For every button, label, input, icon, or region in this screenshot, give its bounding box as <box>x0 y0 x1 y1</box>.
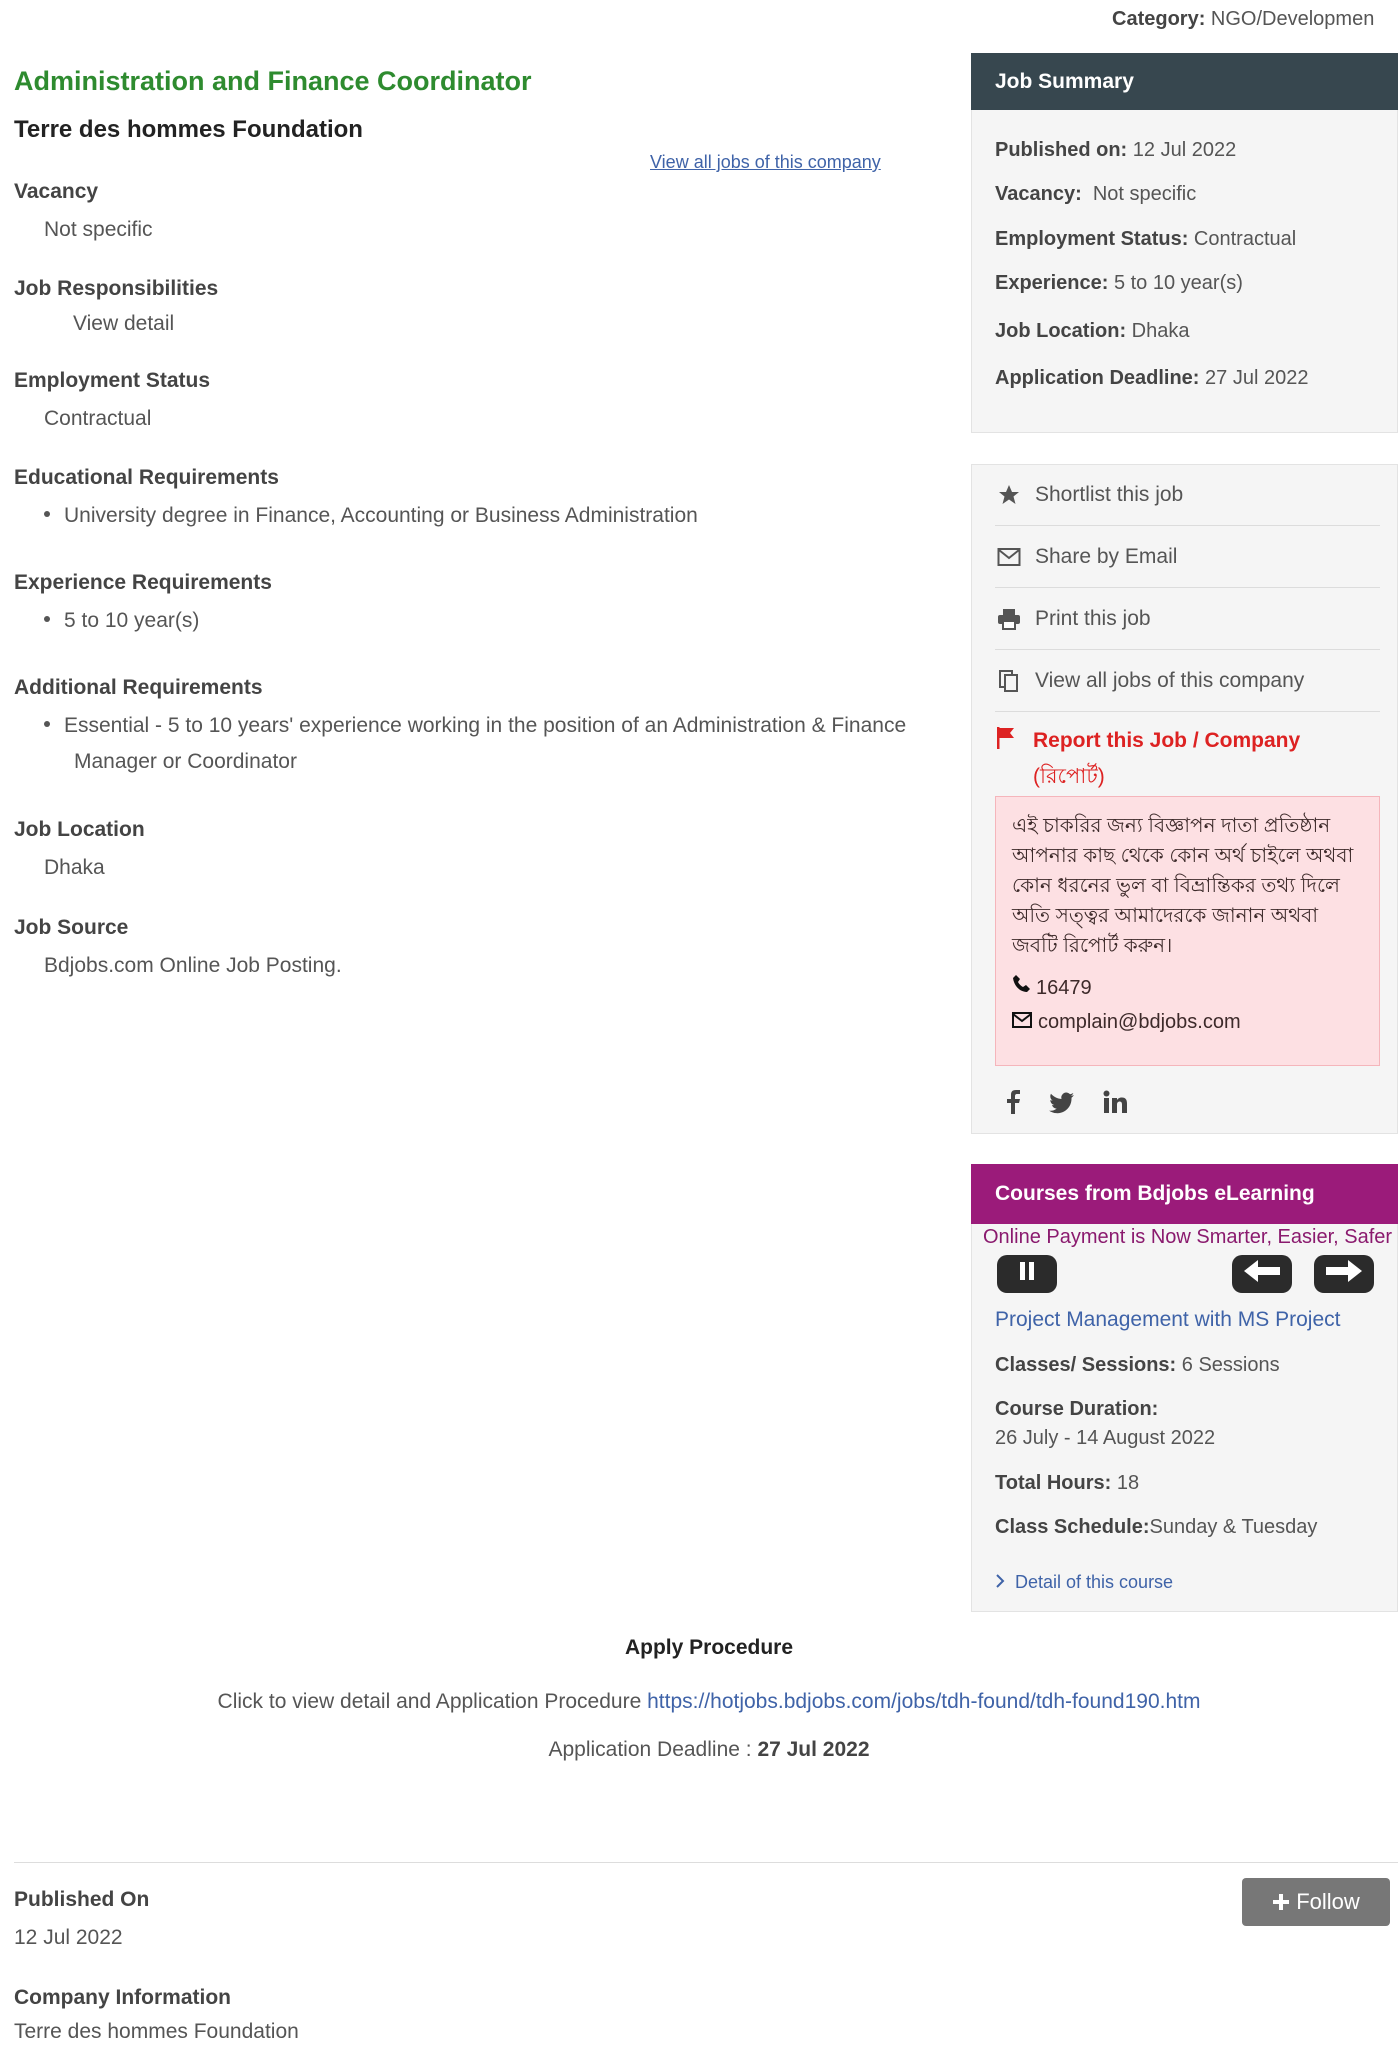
employment-value: Contractual <box>44 407 152 430</box>
divider <box>14 1862 1398 1863</box>
social-share <box>1005 1090 1127 1121</box>
detail-link-label: Detail of this course <box>1015 1572 1174 1592</box>
shortlist-button[interactable] <box>995 465 1380 526</box>
category-value: NGO/Developmen <box>1210 8 1375 30</box>
apply-text <box>0 1690 1398 1714</box>
company-info-heading: Company Information <box>14 1986 232 2009</box>
vacancy-value: Not specific <box>44 218 153 241</box>
follow-button[interactable] <box>1242 1878 1390 1926</box>
view-detail-link[interactable]: View detail <box>73 312 175 335</box>
payment-marquee: Online Payment is Now Smarter, Easier, Safer <box>983 1226 1393 1248</box>
course-hours: Total Hours: 18 <box>995 1472 1140 1494</box>
courses-header: Courses from Bdjobs eLearning <box>971 1164 1398 1224</box>
share-label: Share by Email <box>1035 545 1178 568</box>
location-heading: Job Location <box>14 818 145 841</box>
course-title-link[interactable]: Project Management with MS Project <box>995 1308 1341 1331</box>
responsibilities-heading: Job Responsibilities <box>14 277 219 300</box>
vacancy-heading: Vacancy <box>14 180 99 203</box>
arrow-right-icon <box>1324 1258 1364 1290</box>
additional-list <box>44 708 934 780</box>
report-label-bangla: (রিপোর্ট) <box>1033 765 1105 788</box>
course-sessions: Classes/ Sessions: 6 Sessions <box>995 1354 1280 1376</box>
prev-button[interactable] <box>1232 1255 1292 1293</box>
flag-icon <box>995 726 1023 756</box>
print-label: Print this job <box>1035 607 1151 630</box>
deadline-label: Application Deadline : <box>548 1738 758 1761</box>
warning-text: এই চাকরির জন্য বিজ্ঞাপন দাতা প্রতিষ্ঠান আপনার কাছ থেকে কোন অর্থ চাইলে অথবা কোন ধরনের ভুল বা বিভ্রান্তিকর তথ্য দিলে অতি সত্ত্বর আমাদেরকে জানান অথবা জবটি রিপোর্ট করুন। <box>1012 815 1354 957</box>
facebook-icon[interactable] <box>1005 1090 1021 1121</box>
course-duration: Course Duration: 26 July - 14 August 2022 <box>995 1398 1216 1449</box>
phone-icon <box>1012 973 1032 1003</box>
list-item <box>44 708 934 780</box>
chevron-right-icon <box>995 1572 1005 1593</box>
additional-heading: Additional Requirements <box>14 676 263 699</box>
summary-deadline: Application Deadline: 27 Jul 2022 <box>995 367 1309 389</box>
copy-icon <box>995 667 1023 695</box>
phone-number[interactable]: 16479 <box>1036 977 1092 999</box>
warning-phone <box>1012 973 1363 1003</box>
education-list <box>44 498 934 534</box>
view-all-jobs-button[interactable] <box>995 651 1380 712</box>
twitter-icon[interactable] <box>1049 1090 1075 1121</box>
category <box>1112 8 1398 31</box>
company-info-value: Terre des hommes Foundation <box>14 2020 299 2043</box>
job-summary-header: Job Summary <box>971 53 1398 110</box>
view-all-jobs-link[interactable]: View all jobs of this company <box>650 152 881 172</box>
summary-employment: Employment Status: Contractual <box>995 228 1297 250</box>
job-title: Administration and Finance Coordinator <box>14 66 532 96</box>
warning-email <box>1012 1007 1363 1037</box>
experience-list <box>44 603 934 639</box>
star-icon <box>995 481 1023 509</box>
list-item <box>44 603 934 639</box>
next-button[interactable] <box>1314 1255 1374 1293</box>
company-name: Terre des hommes Foundation <box>14 116 363 143</box>
view-all-label: View all jobs of this company <box>1035 669 1305 692</box>
source-value: Bdjobs.com Online Job Posting. <box>44 954 342 977</box>
share-email-button[interactable] <box>995 527 1380 588</box>
category-label: Category: <box>1112 8 1206 30</box>
deadline-value: 27 Jul 2022 <box>757 1738 870 1761</box>
fraud-warning-box <box>995 796 1380 1066</box>
print-button[interactable] <box>995 589 1380 650</box>
shortlist-label: Shortlist this job <box>1035 483 1184 506</box>
apply-deadline <box>0 1738 1398 1762</box>
experience-heading: Experience Requirements <box>14 571 272 594</box>
pause-icon <box>1018 1261 1036 1287</box>
apply-url-link[interactable]: https://hotjobs.bdjobs.com/jobs/tdh-found/tdh-found190.htm <box>647 1690 1201 1713</box>
summary-experience: Experience: 5 to 10 year(s) <box>995 272 1243 294</box>
list-item <box>44 498 934 534</box>
experience-item: 5 to 10 year(s) <box>64 609 200 632</box>
pause-button[interactable] <box>997 1255 1057 1293</box>
education-item: University degree in Finance, Accounting or Business Administration <box>64 504 698 527</box>
published-heading: Published On <box>14 1888 150 1911</box>
apply-heading: Apply Procedure <box>624 1636 794 1659</box>
summary-vacancy: Vacancy: Not specific <box>995 183 1197 205</box>
location-value: Dhaka <box>44 856 105 879</box>
summary-location: Job Location: Dhaka <box>995 320 1190 342</box>
follow-label: Follow <box>1296 1889 1360 1914</box>
employment-heading: Employment Status <box>14 369 211 392</box>
additional-item: Essential - 5 to 10 years' experience working in the position of an Administration & Finance Manager or Coordinator <box>64 714 907 773</box>
mail-icon <box>1012 1007 1032 1037</box>
email-address[interactable]: complain@bdjobs.com <box>1038 1011 1241 1033</box>
report-job-link[interactable] <box>995 726 1300 795</box>
source-heading: Job Source <box>14 916 129 939</box>
summary-published: Published on: 12 Jul 2022 <box>995 139 1237 161</box>
published-value: 12 Jul 2022 <box>14 1926 123 1949</box>
linkedin-icon[interactable] <box>1103 1090 1127 1121</box>
report-label: Report this Job / Company <box>1033 729 1301 752</box>
plus-icon <box>1272 1893 1290 1911</box>
apply-description: Click to view detail and Application Procedure <box>217 1690 648 1713</box>
printer-icon <box>995 605 1023 633</box>
course-detail-link[interactable] <box>995 1572 1173 1593</box>
mail-icon <box>995 543 1023 571</box>
course-schedule: Class Schedule:Sunday & Tuesday <box>995 1516 1318 1538</box>
arrow-left-icon <box>1242 1258 1282 1290</box>
education-heading: Educational Requirements <box>14 466 279 489</box>
